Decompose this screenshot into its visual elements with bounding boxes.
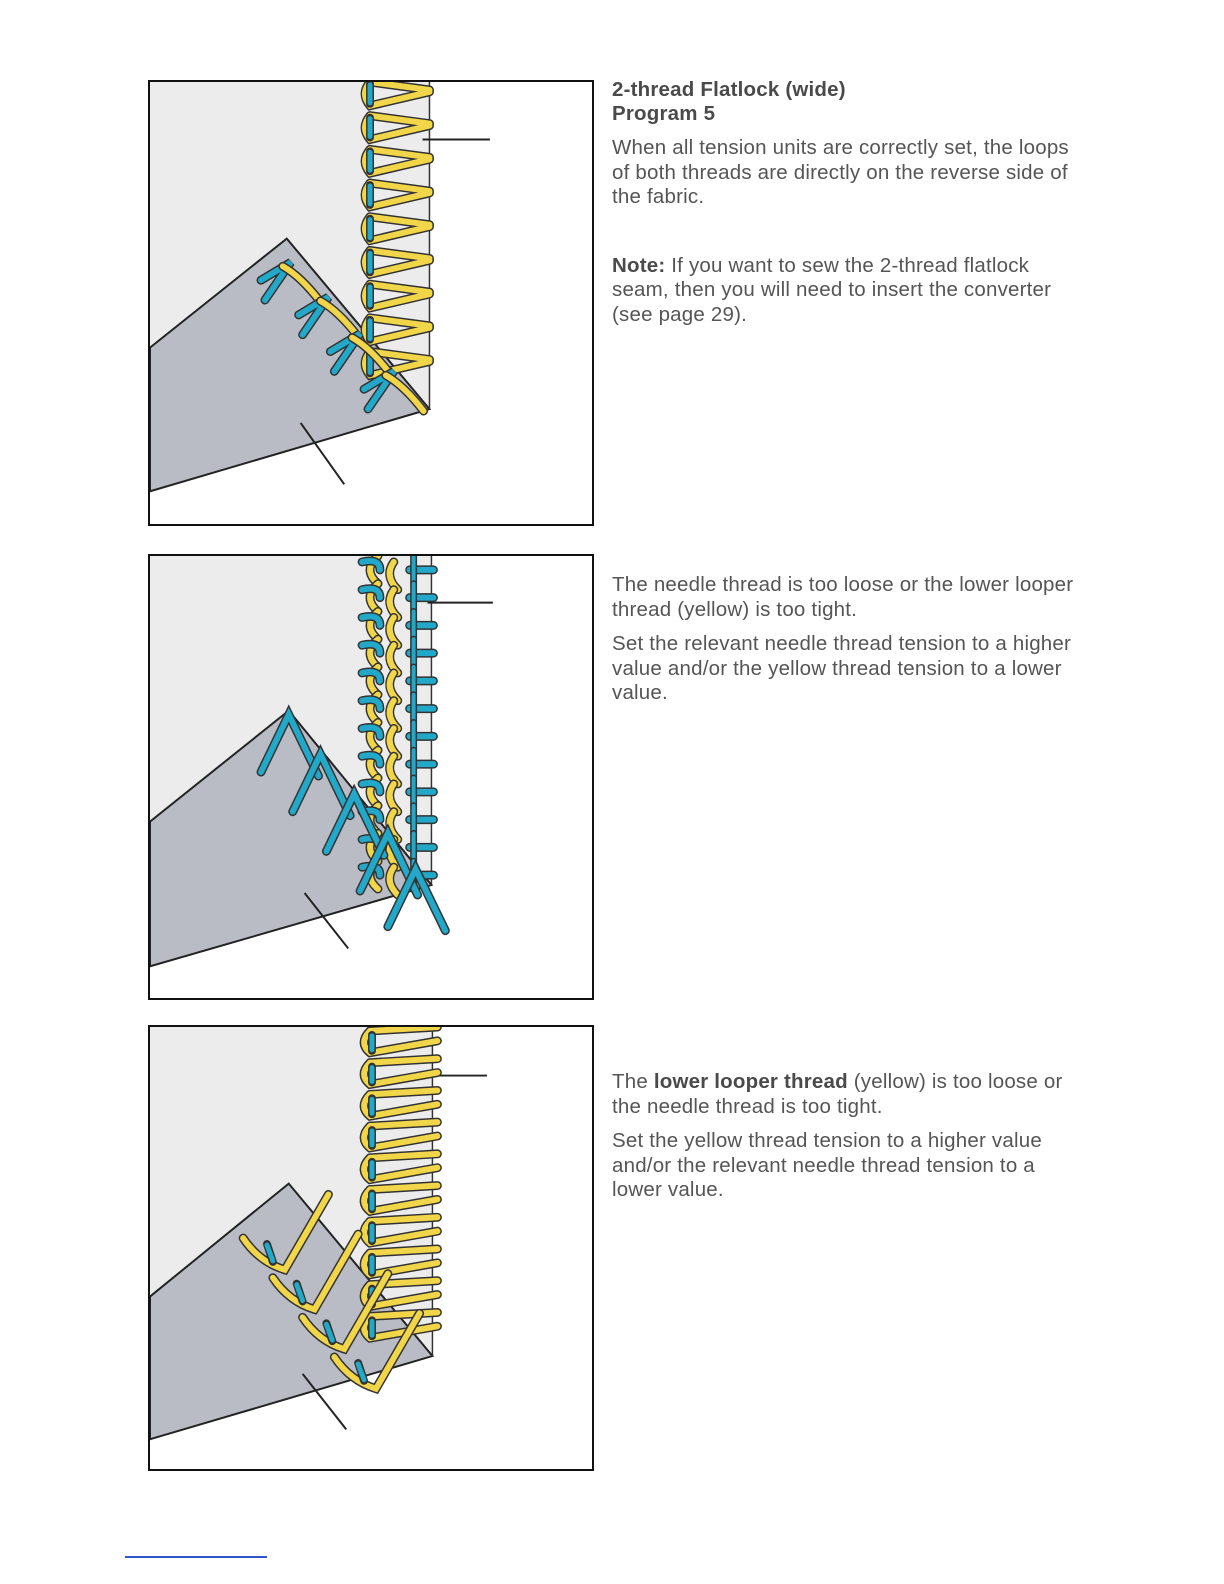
section-title	[612, 78, 1082, 126]
note-paragraph	[612, 254, 1082, 328]
looper-thread-leg	[370, 1249, 437, 1253]
remedy-paragraph: Set the yellow thread tension to a higher value and/or the relevant needle thread tension to a lower value.	[612, 1129, 1042, 1201]
stitch-diagram-needle-loose	[150, 556, 592, 998]
problem-pre: The	[612, 1070, 654, 1093]
illustration-looper-loose	[148, 1025, 594, 1471]
looper-thread-leg	[370, 1122, 437, 1126]
section-looper-loose	[612, 1070, 1082, 1213]
section-needle-loose	[612, 573, 1082, 716]
problem-bold: lower looper thread	[653, 1070, 848, 1093]
note-text: If you want to sew the 2-thread flatlock seam, then you will need to insert the converter (see page 29).	[612, 253, 1052, 326]
stitch-diagram-correct	[150, 82, 592, 524]
looper-thread-leg	[370, 1090, 437, 1094]
looper-thread-leg	[370, 1059, 437, 1063]
problem-paragraph: The needle thread is too loose or the lower looper thread (yellow) is too tight.	[612, 573, 1074, 621]
looper-thread-leg	[370, 1027, 437, 1031]
section-correct-tension	[612, 78, 1082, 337]
stitch-diagram-looper-loose	[150, 1027, 592, 1469]
problem-post: (yellow) is too loose or the needle thread is too tight.	[612, 1070, 1063, 1118]
looper-thread-leg	[370, 1217, 437, 1221]
problem-paragraph	[612, 1070, 1082, 1119]
illustration-correct-tension	[148, 80, 594, 526]
looper-thread-leg	[370, 1186, 437, 1190]
illustration-needle-loose	[148, 554, 594, 1000]
title-line-2: Program 5	[612, 102, 716, 125]
footer-rule	[125, 1556, 267, 1558]
looper-thread-leg	[370, 1154, 437, 1158]
remedy-paragraph: Set the relevant needle thread tension to a higher value and/or the yellow thread tension to a lower value.	[612, 632, 1072, 704]
note-label: Note:	[612, 253, 666, 277]
looper-thread-leg	[370, 1312, 437, 1316]
description-paragraph: When all tension units are correctly set, the loops of both threads are directly on the reverse side of the fabric.	[612, 136, 1069, 208]
title-line-1: 2-thread Flatlock (wide)	[612, 78, 846, 101]
